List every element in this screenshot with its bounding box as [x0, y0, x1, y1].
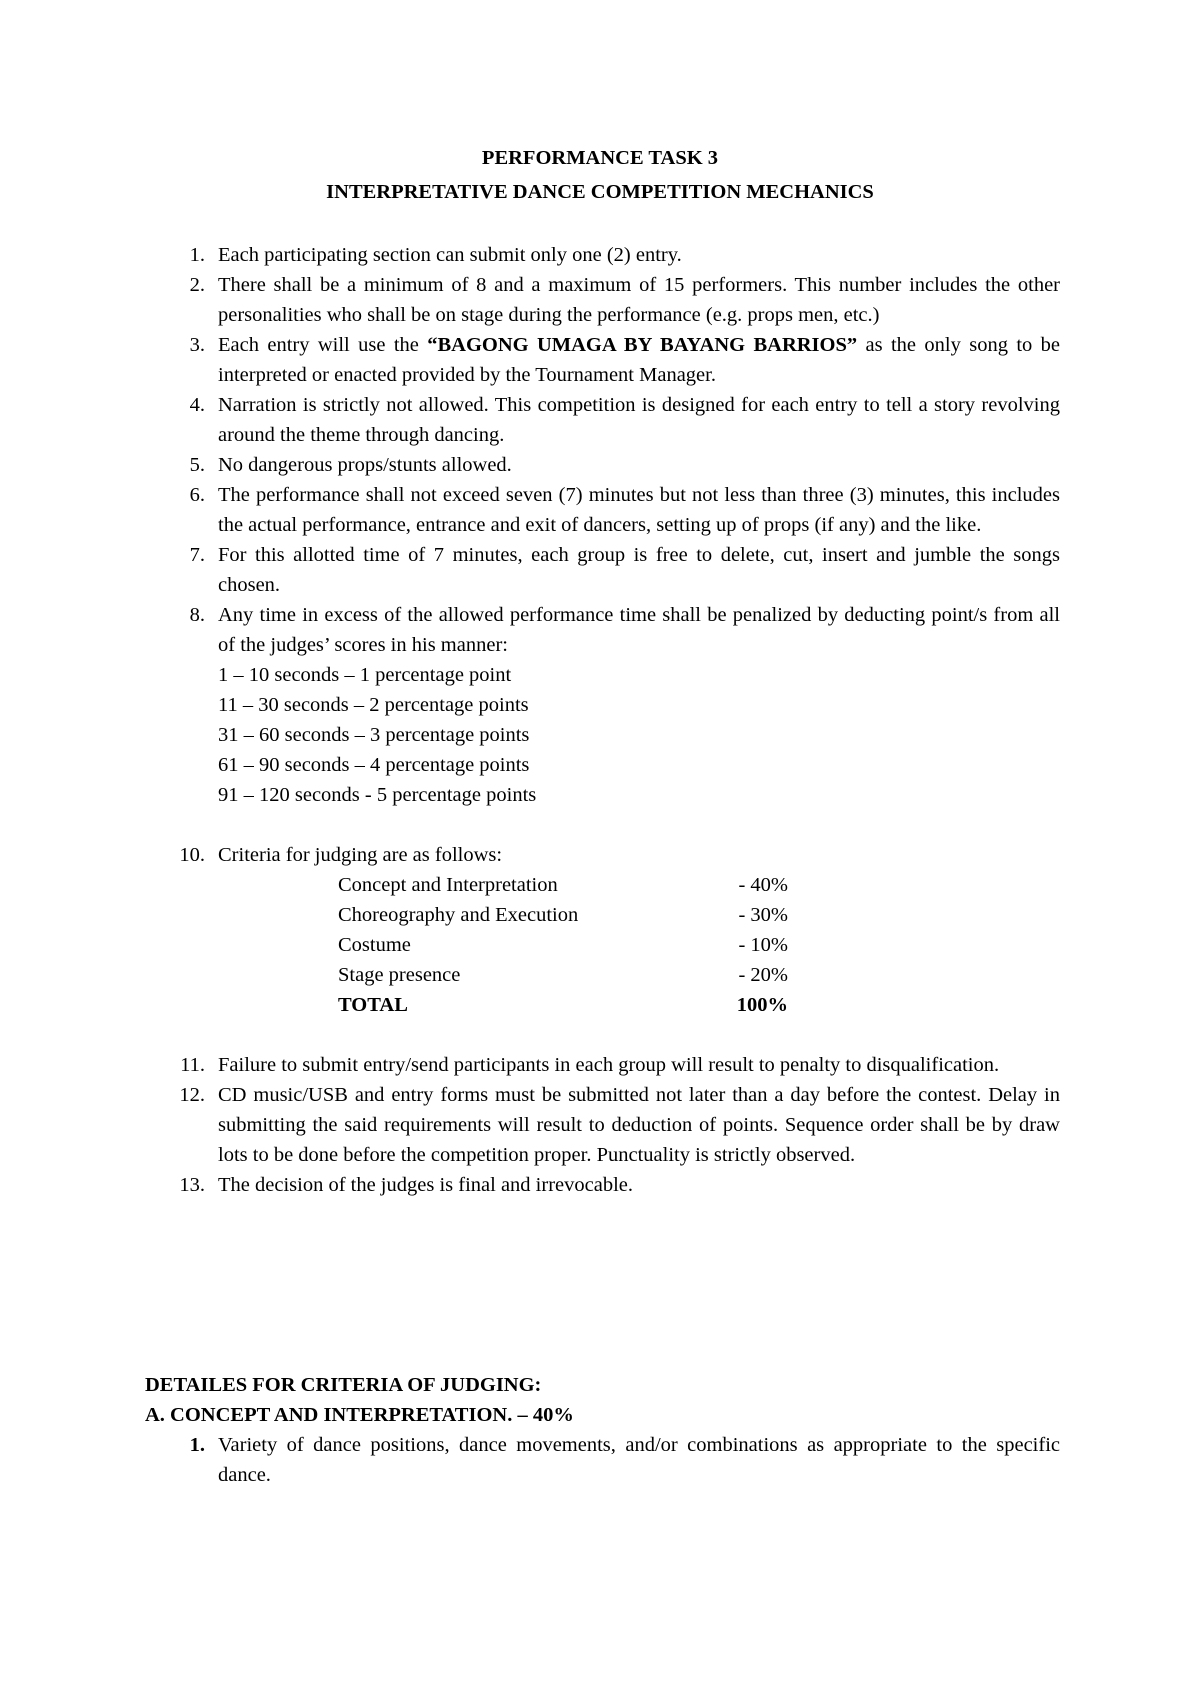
- criteria-total-row: [338, 990, 1060, 1020]
- rule-text: CD music/USB and entry forms must be submitted not later than a day before the contest. Delay in submitting the said requirements will result to deduction of points. Sequence order shall be by draw lots to be done before the competition proper. Punctuality is strictly observed.: [218, 1084, 1060, 1166]
- criteria-name: Concept and Interpretation: [338, 874, 558, 896]
- criteria-percent: - 40%: [738, 874, 788, 896]
- rule-number: 8.: [189, 604, 205, 626]
- rule-number: 5.: [189, 454, 205, 476]
- rule-12: [175, 1080, 1060, 1170]
- detail-number: 1.: [189, 1434, 205, 1456]
- details-heading: DETAILES FOR CRITERIA OF JUDGING:: [145, 1374, 542, 1396]
- rule-10: [175, 840, 1060, 1020]
- criteria-row: [338, 930, 1060, 960]
- rule-number: 10.: [179, 844, 205, 866]
- rule-1: [175, 240, 1060, 270]
- criteria-row: [338, 900, 1060, 930]
- rule-text: For this allotted time of 7 minutes, each group is free to delete, cut, insert and jumble the songs chosen.: [218, 544, 1060, 596]
- penalty-line: 11 – 30 seconds – 2 percentage points: [218, 694, 529, 716]
- rule-text: Criteria for judging are as follows:: [218, 844, 503, 866]
- mechanics-list: [175, 240, 1060, 1200]
- criteria-name: Costume: [338, 934, 411, 956]
- rule-text: The decision of the judges is final and irrevocable.: [218, 1174, 633, 1196]
- spacer: [175, 810, 1060, 840]
- criteria-table: [218, 870, 1060, 1020]
- rule-11: [175, 1050, 1060, 1080]
- rule-8: [175, 600, 1060, 810]
- rule-3: [175, 330, 1060, 390]
- rule-text: Any time in excess of the allowed performance time shall be penalized by deducting point/s from all of the judges’ scores in his manner:: [218, 604, 1060, 656]
- rule-number: 13.: [179, 1174, 205, 1196]
- rule-number: 11.: [180, 1054, 205, 1076]
- rule-number: 6.: [189, 484, 205, 506]
- rule-text: The performance shall not exceed seven (7) minutes but not less than three (3) minutes, this includes the actual performance, entrance and exit of dancers, setting up of props (if any) and the like.: [218, 484, 1060, 536]
- detail-item-1: [175, 1430, 1060, 1490]
- rule-text: Failure to submit entry/send participants in each group will result to penalty to disqualification.: [218, 1054, 1000, 1076]
- criteria-name: Stage presence: [338, 964, 461, 986]
- rule-13: [175, 1170, 1060, 1200]
- rule-number: 3.: [189, 334, 205, 356]
- penalty-line: 31 – 60 seconds – 3 percentage points: [218, 724, 530, 746]
- criteria-row: [338, 870, 1060, 900]
- criteria-percent: - 10%: [738, 934, 788, 956]
- rule-5: [175, 450, 1060, 480]
- rule-text-post: as the only song to be interpreted or enacted provided by the Tournament Manager.: [218, 334, 1060, 386]
- rule-text: Each participating section can submit only one (2) entry.: [218, 244, 682, 266]
- criteria-total-label: TOTAL: [338, 994, 408, 1016]
- document-title: PERFORMANCE TASK 3: [481, 147, 719, 169]
- rule-text: No dangerous props/stunts allowed.: [218, 454, 512, 476]
- rule-number: 4.: [189, 394, 205, 416]
- rule-4: [175, 390, 1060, 450]
- rule-text: There shall be a minimum of 8 and a maximum of 15 performers. This number includes the other personalities who shall be on stage during the performance (e.g. props men, etc.): [218, 274, 1060, 326]
- section-a-heading: A. CONCEPT AND INTERPRETATION. – 40%: [145, 1404, 574, 1426]
- rule-number: 2.: [189, 274, 205, 296]
- song-title: “BAGONG UMAGA BY BAYANG BARRIOS”: [427, 334, 858, 356]
- document-subtitle: INTERPRETATIVE DANCE COMPETITION MECHANICS: [326, 181, 874, 203]
- penalty-line: 61 – 90 seconds – 4 percentage points: [218, 754, 530, 776]
- rule-7: [175, 540, 1060, 600]
- rule-number: 7.: [189, 544, 205, 566]
- criteria-percent: - 20%: [738, 964, 788, 986]
- criteria-percent: - 30%: [738, 904, 788, 926]
- rule-2: [175, 270, 1060, 330]
- criteria-details: [145, 1370, 1060, 1490]
- rule-6: [175, 480, 1060, 540]
- spacer: [175, 1020, 1060, 1050]
- penalty-line: 91 – 120 seconds - 5 percentage points: [218, 784, 537, 806]
- criteria-total-percent: 100%: [736, 994, 788, 1016]
- rule-text: Narration is strictly not allowed. This competition is designed for each entry to tell a story revolving around the theme through dancing.: [218, 394, 1060, 446]
- criteria-row: [338, 960, 1060, 990]
- rule-number: 1.: [189, 244, 205, 266]
- criteria-name: Choreography and Execution: [338, 904, 579, 926]
- penalty-line: 1 – 10 seconds – 1 percentage point: [218, 664, 512, 686]
- rule-text-pre: Each entry will use the: [218, 334, 428, 356]
- rule-number: 12.: [179, 1084, 205, 1106]
- detail-text: Variety of dance positions, dance movements, and/or combinations as appropriate to the specific dance.: [218, 1434, 1060, 1486]
